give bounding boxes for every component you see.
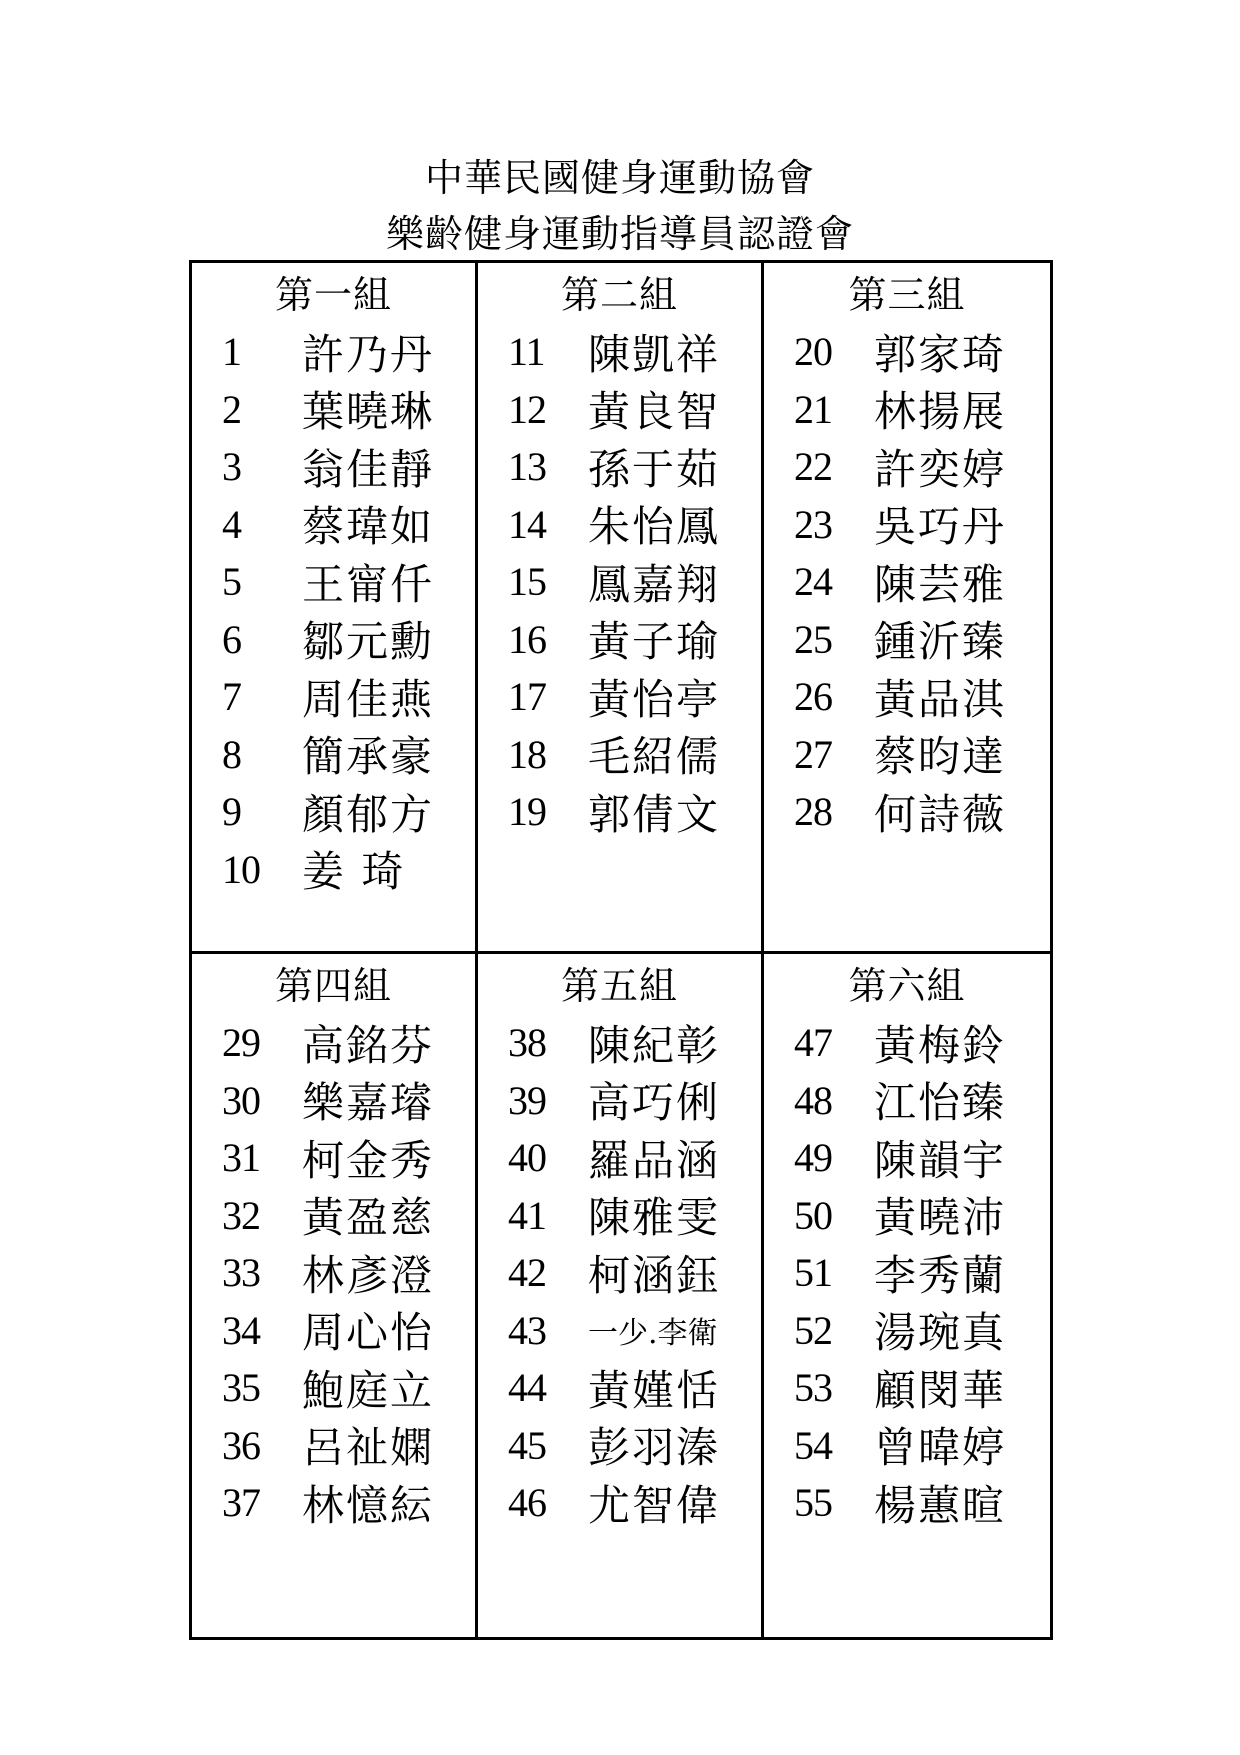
member-name: 李秀蘭 bbox=[874, 1250, 1007, 1300]
group-cell bbox=[192, 954, 478, 1637]
member-name: 許乃丹 bbox=[302, 329, 435, 379]
group-cell bbox=[764, 954, 1050, 1637]
member-number: 30 bbox=[222, 1077, 260, 1123]
member-number: 16 bbox=[508, 616, 546, 662]
member-name: 陳凱祥 bbox=[588, 329, 721, 379]
member-name: 郭家琦 bbox=[874, 329, 1007, 379]
member-row bbox=[192, 438, 475, 496]
member-number: 11 bbox=[508, 329, 545, 375]
member-row bbox=[764, 381, 1050, 439]
member-name: 葉曉琳 bbox=[302, 387, 435, 437]
member-row bbox=[764, 1072, 1050, 1130]
event-title: 樂齡健身運動指導員認證會 bbox=[385, 212, 854, 256]
member-name: 陳韻宇 bbox=[874, 1135, 1007, 1185]
document-header bbox=[0, 150, 1240, 262]
member-row bbox=[192, 323, 475, 381]
member-row bbox=[192, 1014, 475, 1072]
member-number: 36 bbox=[222, 1422, 260, 1468]
member-row bbox=[478, 1244, 761, 1302]
member-number: 44 bbox=[508, 1365, 546, 1411]
member-number: 55 bbox=[794, 1480, 832, 1526]
member-name: 柯金秀 bbox=[302, 1135, 435, 1185]
member-row bbox=[478, 1072, 761, 1130]
member-row bbox=[478, 783, 761, 841]
member-row bbox=[478, 323, 761, 381]
member-row bbox=[192, 1302, 475, 1360]
member-name: 彭羽溱 bbox=[588, 1423, 721, 1473]
group-title: 第六組 bbox=[848, 964, 966, 1008]
member-row bbox=[764, 438, 1050, 496]
member-name: 黃曉沛 bbox=[874, 1193, 1007, 1243]
member-name: 黃梅鈴 bbox=[874, 1020, 1007, 1070]
member-number: 31 bbox=[222, 1135, 260, 1181]
member-name: 孫于茹 bbox=[588, 444, 721, 494]
member-name: 柯涵鈺 bbox=[588, 1250, 721, 1300]
member-name: 湯琬真 bbox=[874, 1308, 1007, 1358]
member-name: 毛紹儒 bbox=[588, 732, 721, 782]
member-number: 28 bbox=[794, 789, 832, 835]
member-name: 黃品淇 bbox=[874, 674, 1007, 724]
member-name: 朱怡鳳 bbox=[588, 502, 721, 552]
member-row bbox=[478, 496, 761, 554]
member-row bbox=[192, 496, 475, 554]
member-row bbox=[478, 381, 761, 439]
member-number: 4 bbox=[222, 501, 241, 547]
group-cell bbox=[478, 263, 764, 954]
member-name: 周心怡 bbox=[302, 1308, 435, 1358]
member-number: 20 bbox=[794, 329, 832, 375]
member-number: 35 bbox=[222, 1365, 260, 1411]
member-name: 蔡昀達 bbox=[874, 732, 1007, 782]
group-cell bbox=[764, 263, 1050, 954]
member-name: 鄒元勳 bbox=[302, 617, 435, 667]
member-row bbox=[478, 553, 761, 611]
member-number: 19 bbox=[508, 789, 546, 835]
member-row bbox=[764, 1302, 1050, 1360]
member-name: 林彥澄 bbox=[302, 1250, 435, 1300]
member-name: 姜 琦 bbox=[302, 847, 406, 897]
member-number: 48 bbox=[794, 1077, 832, 1123]
member-list bbox=[192, 323, 475, 898]
member-name: 蔡瑋如 bbox=[302, 502, 435, 552]
group-title: 第四組 bbox=[274, 964, 392, 1008]
member-number: 24 bbox=[794, 559, 832, 605]
member-number: 47 bbox=[794, 1020, 832, 1066]
member-name: 王甯仟 bbox=[302, 559, 435, 609]
member-number: 5 bbox=[222, 559, 241, 605]
member-number: 45 bbox=[508, 1422, 546, 1468]
member-number: 49 bbox=[794, 1135, 832, 1181]
member-number: 12 bbox=[508, 386, 546, 432]
member-number: 37 bbox=[222, 1480, 260, 1526]
member-number: 38 bbox=[508, 1020, 546, 1066]
member-row bbox=[478, 1359, 761, 1417]
member-number: 22 bbox=[794, 444, 832, 490]
member-row bbox=[478, 1129, 761, 1187]
member-row bbox=[192, 381, 475, 439]
member-number: 33 bbox=[222, 1250, 260, 1296]
member-list bbox=[764, 323, 1050, 841]
member-name: 陳紀彰 bbox=[588, 1020, 721, 1070]
member-name: 何詩薇 bbox=[874, 789, 1007, 839]
member-row bbox=[478, 1417, 761, 1475]
member-number: 6 bbox=[222, 616, 241, 662]
member-name: 簡承豪 bbox=[302, 732, 435, 782]
member-row bbox=[764, 611, 1050, 669]
member-row bbox=[478, 1474, 761, 1532]
member-row bbox=[478, 726, 761, 784]
member-name: 黃嫤恬 bbox=[588, 1365, 721, 1415]
member-row bbox=[192, 1417, 475, 1475]
member-number: 39 bbox=[508, 1077, 546, 1123]
association-title: 中華民國健身運動協會 bbox=[424, 156, 815, 200]
member-row bbox=[764, 323, 1050, 381]
member-name: 尤智偉 bbox=[588, 1480, 721, 1530]
member-row bbox=[764, 783, 1050, 841]
member-number: 54 bbox=[794, 1422, 832, 1468]
member-row bbox=[478, 1302, 761, 1360]
member-row bbox=[764, 496, 1050, 554]
member-row bbox=[764, 668, 1050, 726]
member-name: 黃盈慈 bbox=[302, 1193, 435, 1243]
member-row bbox=[192, 611, 475, 669]
member-number: 15 bbox=[508, 559, 546, 605]
member-number: 21 bbox=[794, 386, 832, 432]
member-number: 51 bbox=[794, 1250, 832, 1296]
member-list bbox=[764, 1014, 1050, 1532]
member-row bbox=[764, 553, 1050, 611]
group-title: 第二組 bbox=[560, 273, 678, 317]
member-row bbox=[764, 1014, 1050, 1072]
member-name: 黃良智 bbox=[588, 387, 721, 437]
member-name: 陳雅雯 bbox=[588, 1193, 721, 1243]
member-list bbox=[478, 1014, 761, 1532]
member-row bbox=[192, 1359, 475, 1417]
member-list bbox=[478, 323, 761, 841]
group-title: 第一組 bbox=[274, 273, 392, 317]
member-name: 顏郁方 bbox=[302, 789, 435, 839]
member-row bbox=[764, 1417, 1050, 1475]
member-name: 黃怡亭 bbox=[588, 674, 721, 724]
member-row bbox=[192, 1474, 475, 1532]
member-row bbox=[478, 1187, 761, 1245]
member-name: 陳芸雅 bbox=[874, 559, 1007, 609]
member-number: 46 bbox=[508, 1480, 546, 1526]
member-row bbox=[764, 1244, 1050, 1302]
member-row bbox=[192, 726, 475, 784]
member-row bbox=[764, 1474, 1050, 1532]
member-row bbox=[764, 1129, 1050, 1187]
member-name: 一少.李衛 bbox=[588, 1316, 718, 1352]
member-number: 52 bbox=[794, 1307, 832, 1353]
member-number: 34 bbox=[222, 1307, 260, 1353]
member-number: 41 bbox=[508, 1192, 546, 1238]
member-name: 林憶紜 bbox=[302, 1480, 435, 1530]
group-title: 第五組 bbox=[560, 964, 678, 1008]
member-name: 許奕婷 bbox=[874, 444, 1007, 494]
group-cell bbox=[192, 263, 478, 954]
member-number: 32 bbox=[222, 1192, 260, 1238]
member-name: 曾暐婷 bbox=[874, 1423, 1007, 1473]
member-number: 25 bbox=[794, 616, 832, 662]
member-name: 鳳嘉翔 bbox=[588, 559, 721, 609]
member-number: 42 bbox=[508, 1250, 546, 1296]
member-number: 18 bbox=[508, 731, 546, 777]
member-name: 江怡臻 bbox=[874, 1078, 1007, 1128]
member-number: 1 bbox=[222, 329, 241, 375]
member-list bbox=[192, 1014, 475, 1532]
member-name: 黃子瑜 bbox=[588, 617, 721, 667]
group-cell bbox=[478, 954, 764, 1637]
member-name: 鮑庭立 bbox=[302, 1365, 435, 1415]
member-row bbox=[192, 1129, 475, 1187]
member-name: 樂嘉璿 bbox=[302, 1078, 435, 1128]
member-number: 9 bbox=[222, 789, 241, 835]
member-number: 29 bbox=[222, 1020, 260, 1066]
member-number: 50 bbox=[794, 1192, 832, 1238]
member-number: 40 bbox=[508, 1135, 546, 1181]
member-row bbox=[192, 1072, 475, 1130]
member-number: 43 bbox=[508, 1307, 546, 1353]
member-name: 鍾沂臻 bbox=[874, 617, 1007, 667]
member-name: 吳巧丹 bbox=[874, 502, 1007, 552]
member-row bbox=[192, 841, 475, 899]
member-name: 林揚展 bbox=[874, 387, 1007, 437]
member-number: 8 bbox=[222, 731, 241, 777]
member-name: 翁佳靜 bbox=[302, 444, 435, 494]
member-row bbox=[764, 1187, 1050, 1245]
member-row bbox=[478, 611, 761, 669]
member-name: 郭倩文 bbox=[588, 789, 721, 839]
member-number: 14 bbox=[508, 501, 546, 547]
member-name: 顧閔華 bbox=[874, 1365, 1007, 1415]
member-number: 2 bbox=[222, 386, 241, 432]
member-number: 7 bbox=[222, 674, 241, 720]
member-row bbox=[478, 438, 761, 496]
member-row bbox=[192, 668, 475, 726]
member-number: 23 bbox=[794, 501, 832, 547]
member-row bbox=[478, 668, 761, 726]
member-row bbox=[192, 1187, 475, 1245]
group-title: 第三組 bbox=[848, 273, 966, 317]
member-number: 13 bbox=[508, 444, 546, 490]
member-number: 3 bbox=[222, 444, 241, 490]
member-number: 10 bbox=[222, 846, 260, 892]
member-name: 呂祉嫻 bbox=[302, 1423, 435, 1473]
member-name: 高巧俐 bbox=[588, 1078, 721, 1128]
member-name: 周佳燕 bbox=[302, 674, 435, 724]
member-name: 羅品涵 bbox=[588, 1135, 721, 1185]
member-number: 17 bbox=[508, 674, 546, 720]
member-row bbox=[192, 783, 475, 841]
member-number: 26 bbox=[794, 674, 832, 720]
member-row bbox=[478, 1014, 761, 1072]
member-row bbox=[764, 726, 1050, 784]
member-name: 楊蕙暄 bbox=[874, 1480, 1007, 1530]
member-row bbox=[192, 1244, 475, 1302]
member-name: 高銘芬 bbox=[302, 1020, 435, 1070]
member-number: 27 bbox=[794, 731, 832, 777]
member-row bbox=[192, 553, 475, 611]
member-row bbox=[764, 1359, 1050, 1417]
member-number: 53 bbox=[794, 1365, 832, 1411]
groups-table bbox=[189, 260, 1053, 1640]
